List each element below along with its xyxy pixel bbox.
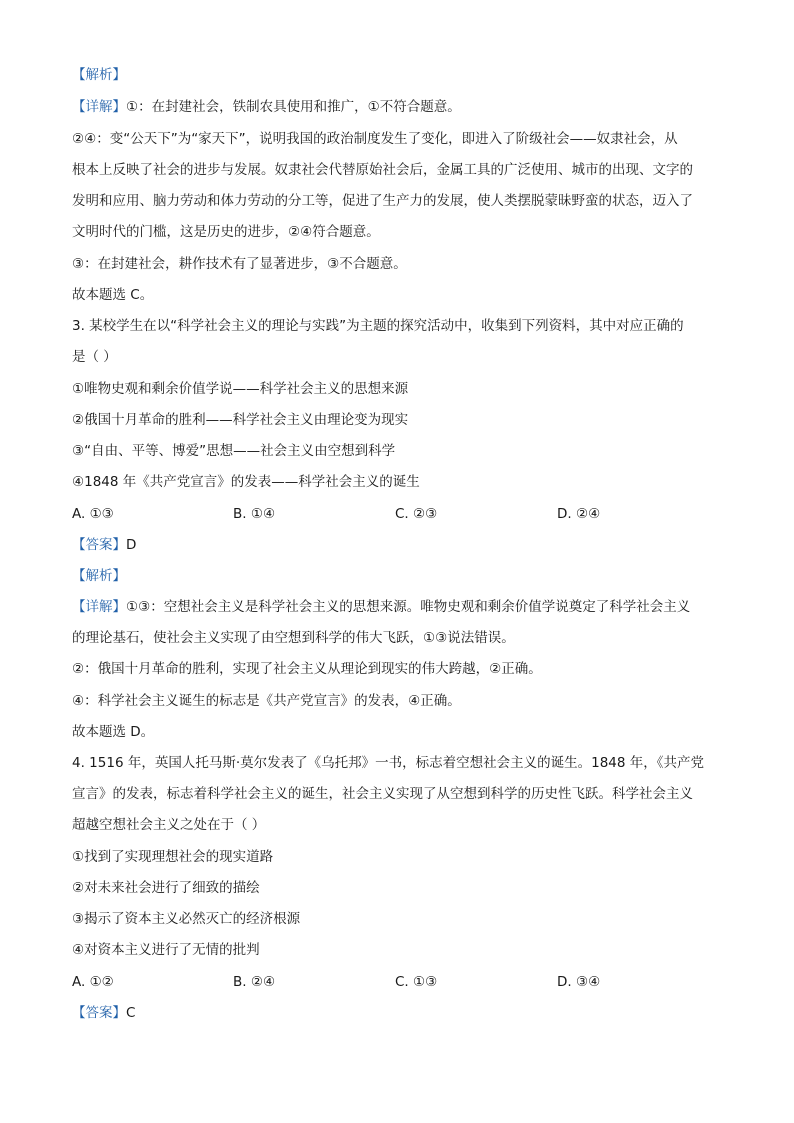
option-c: C. ①③: [395, 974, 438, 990]
option-a: A. ①②: [72, 974, 114, 990]
answer-options: [72, 973, 732, 991]
detail-paragraph: [72, 98, 732, 116]
option-b: B. ②④: [233, 974, 276, 990]
detail-text: ①③：空想社会主义是科学社会主义的思想来源。唯物史观和剩余价值学说奠定了科学社会主义: [126, 599, 691, 615]
paragraph-line: 发明和应用、脑力劳动和体力劳动的分工等，促进了生产力的发展，使人类摆脱蒙昧野蛮的状态，迈入了: [72, 193, 693, 209]
detail-label: 【详解】: [72, 599, 126, 615]
analysis-heading: [72, 567, 732, 585]
analysis-label: 【解析】: [72, 67, 126, 83]
detail-text: ①：在封建社会，铁制农具使用和推广，①不符合题意。: [126, 99, 461, 115]
question-item: ③揭示了资本主义必然灭亡的经济根源: [72, 911, 301, 927]
conclusion: 故本题选 D。: [72, 724, 155, 740]
question-stem: 是（ ）: [72, 349, 117, 365]
paragraph-line: 根本上反映了社会的进步与发展。奴隶社会代替原始社会后，金属工具的广泛使用、城市的出现、文字的: [72, 162, 693, 178]
paragraph-line: ②④：变“公天下”为“家天下”，说明我国的政治制度发生了变化，即进入了阶级社会——奴隶社会，从: [72, 131, 678, 147]
option-d: D. ③④: [557, 974, 601, 990]
question-stem: 超越空想社会主义之处在于（ ）: [72, 817, 266, 833]
paragraph-line: ③：在封建社会，耕作技术有了显著进步，③不合题意。: [72, 256, 407, 272]
analysis-label: 【解析】: [72, 568, 126, 584]
paragraph-line: 文明时代的门槛，这是历史的进步，②④符合题意。: [72, 224, 380, 240]
answer-options: [72, 505, 732, 523]
paragraph-line: ④：科学社会主义诞生的标志是《共产党宣言》的发表，④正确。: [72, 693, 461, 709]
answer-label: 【答案】: [72, 537, 126, 553]
conclusion: 故本题选 C。: [72, 287, 154, 303]
question-stem: 宣言》的发表，标志着科学社会主义的诞生，社会主义实现了从空想到科学的历史性飞跃。科学社会主义: [72, 786, 693, 802]
paragraph-line: 的理论基石，使社会主义实现了由空想到科学的伟大飞跃，①③说法错误。: [72, 630, 515, 646]
question-item: ②俄国十月革命的胜利——科学社会主义由理论变为现实: [72, 412, 409, 428]
question-item: ①找到了实现理想社会的现实道路: [72, 849, 274, 865]
question-item: ②对未来社会进行了细致的描绘: [72, 880, 260, 896]
answer-label: 【答案】: [72, 1005, 126, 1021]
option-d: D. ②④: [557, 506, 601, 522]
detail-paragraph: [72, 598, 732, 616]
analysis-heading: [72, 66, 732, 84]
answer-line: [72, 536, 732, 554]
paragraph-line: ②：俄国十月革命的胜利，实现了社会主义从理论到现实的伟大跨越，②正确。: [72, 661, 542, 677]
question-item: ④对资本主义进行了无情的批判: [72, 942, 260, 958]
question-stem: 3. 某校学生在以“科学社会主义的理论与实践”为主题的探究活动中，收集到下列资料，其中对应正确的: [72, 318, 684, 334]
question-item: ③“自由、平等、博爱”思想——社会主义由空想到科学: [72, 443, 396, 459]
question-item: ①唯物史观和剩余价值学说——科学社会主义的思想来源: [72, 381, 409, 397]
answer-value: D: [126, 537, 137, 553]
option-b: B. ①④: [233, 506, 276, 522]
option-a: A. ①③: [72, 506, 114, 522]
option-c: C. ②③: [395, 506, 438, 522]
question-item: ④1848 年《共产党宣言》的发表——科学社会主义的诞生: [72, 474, 420, 490]
answer-value: C: [126, 1005, 136, 1021]
answer-line: [72, 1004, 732, 1022]
question-stem: 4. 1516 年，英国人托马斯·莫尔发表了《乌托邦》一书，标志着空想社会主义的诞生。1848 年，《共产党: [72, 755, 705, 771]
detail-label: 【详解】: [72, 99, 126, 115]
